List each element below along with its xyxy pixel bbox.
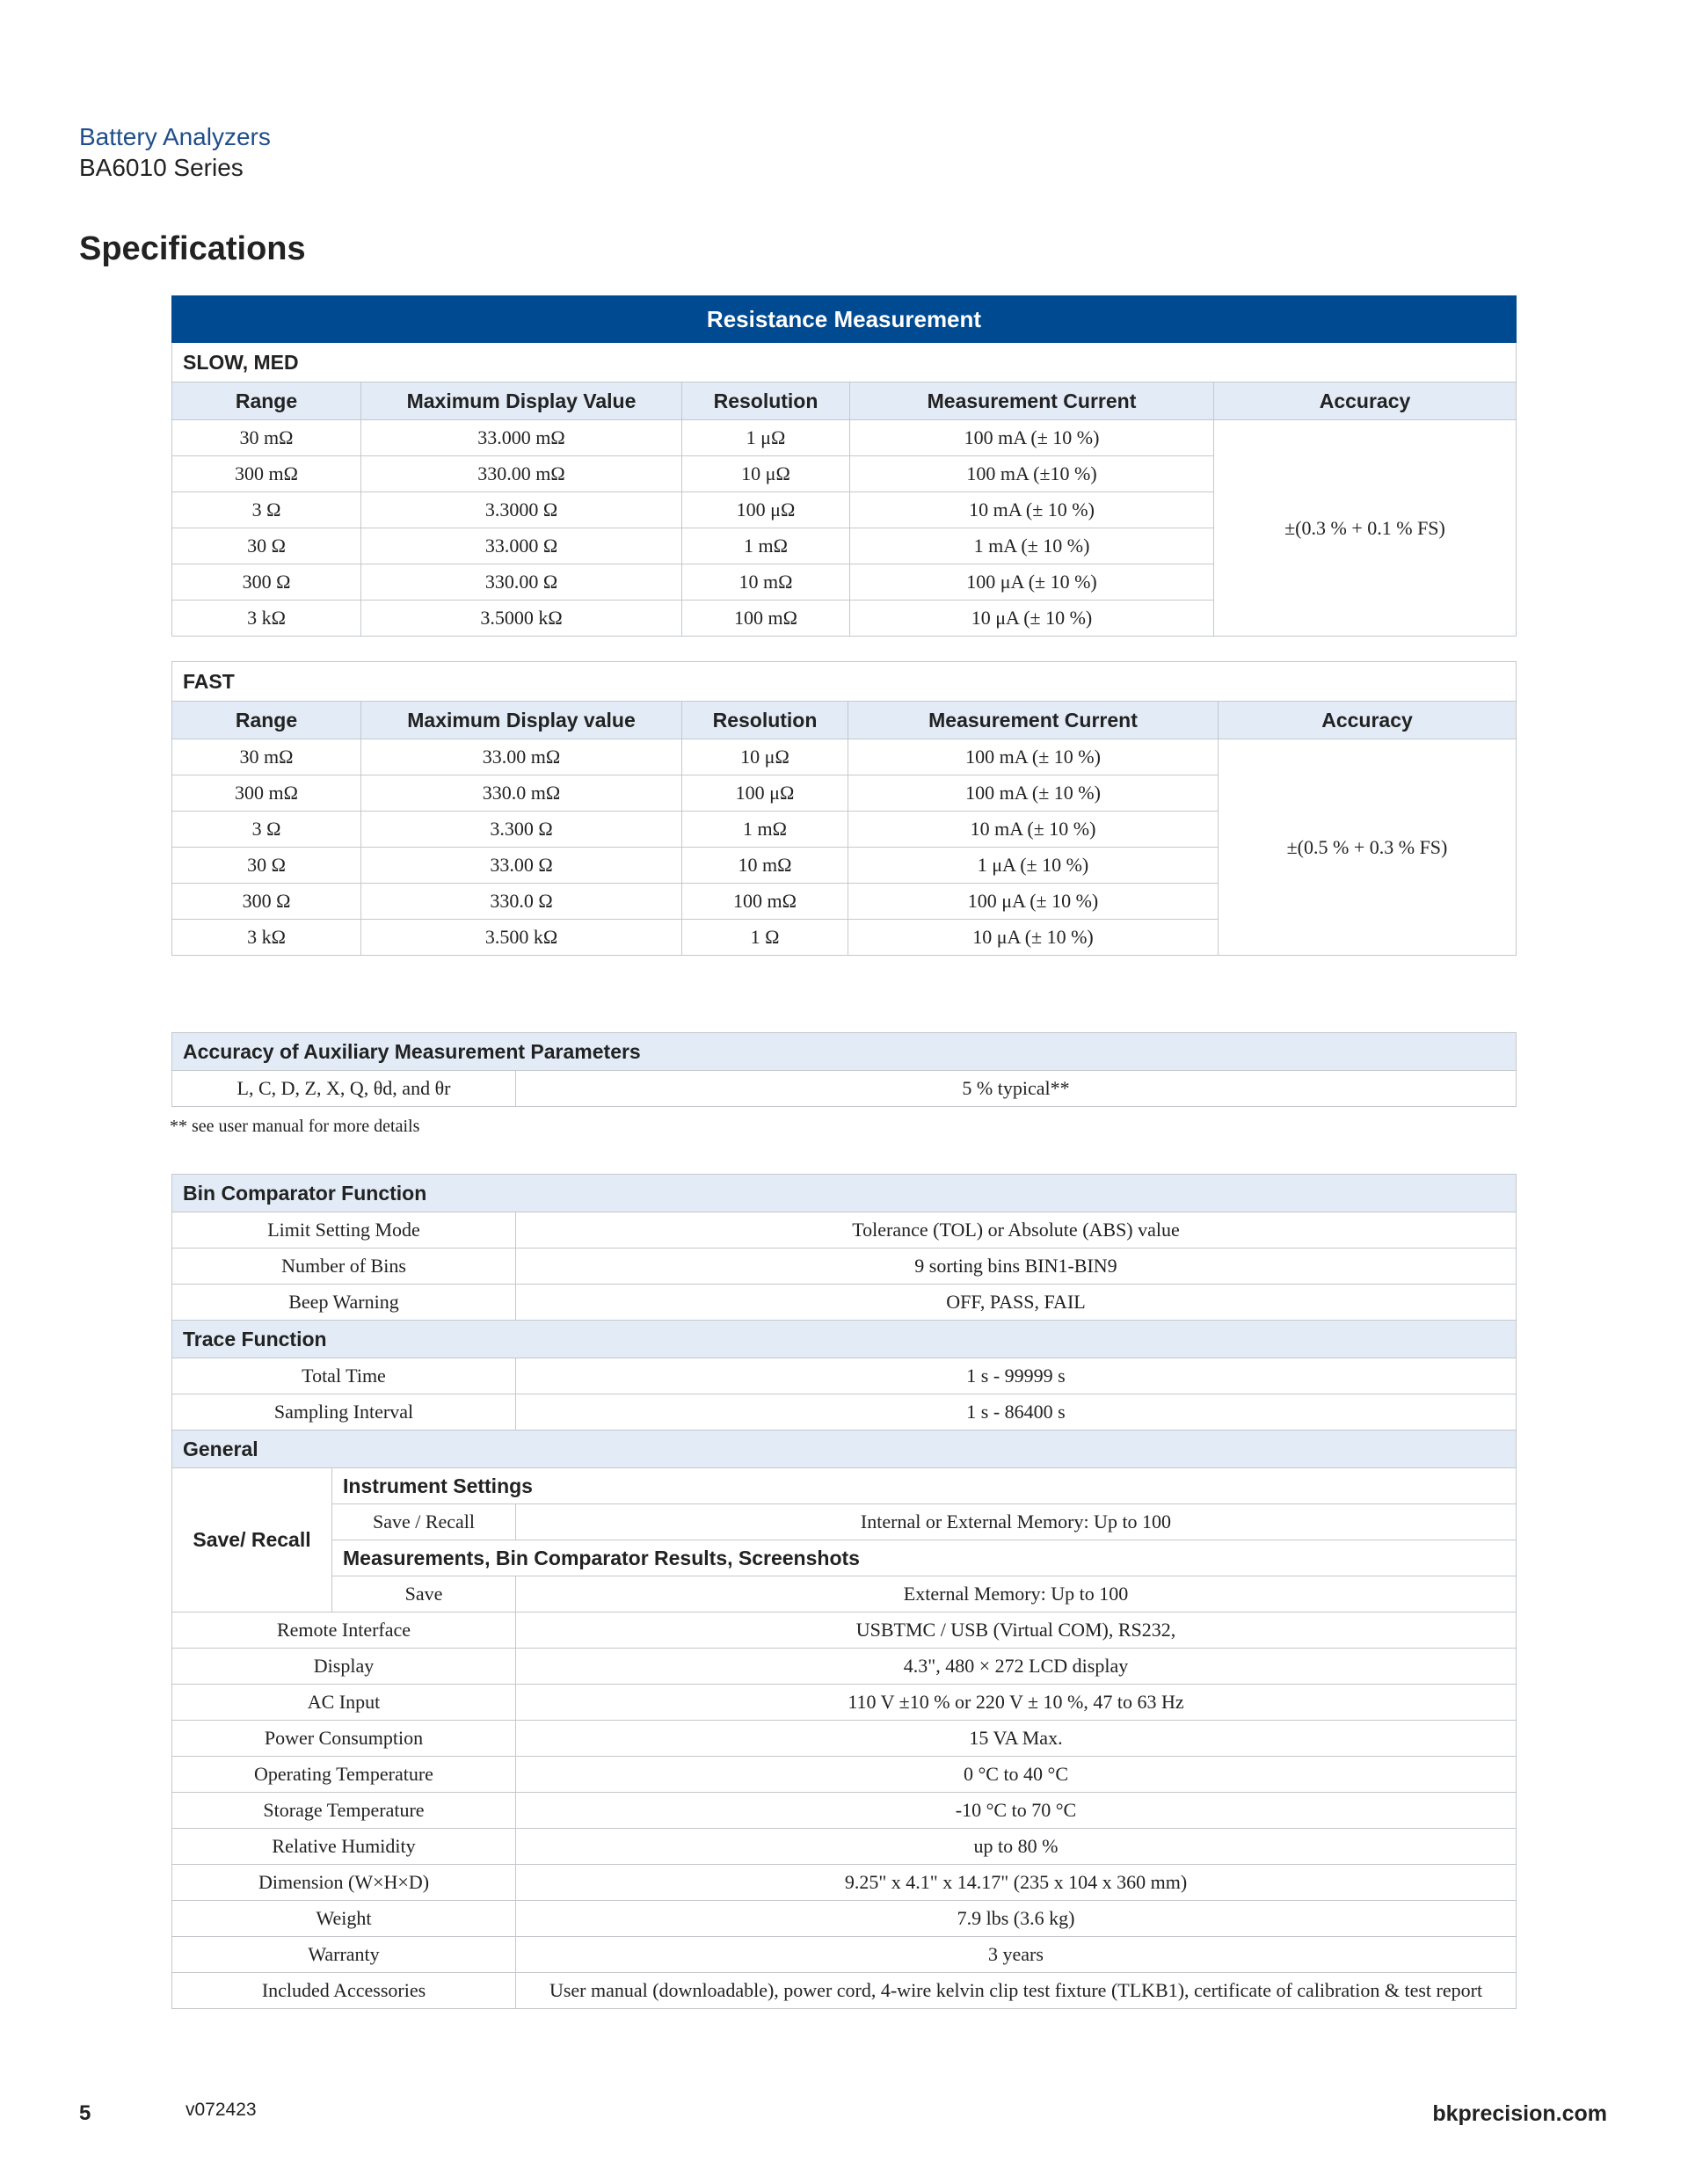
table-cell: 1 μΩ: [682, 420, 850, 456]
version: v072423: [186, 2100, 257, 2120]
product-category: Battery Analyzers: [79, 123, 271, 150]
table-cell: 100 mA (± 10 %): [848, 775, 1219, 812]
table-row: [172, 1973, 1517, 2009]
table-cell: 300 Ω: [172, 884, 361, 920]
spec-value: User manual (downloadable), power cord, 4-wire kelvin clip test fixture (TLKB1), certificate of calibration & test report: [516, 1973, 1517, 2009]
spec-value: 110 V ±10 % or 220 V ± 10 %, 47 to 63 Hz: [516, 1685, 1517, 1721]
table-cell: 100 mA (±10 %): [850, 456, 1214, 492]
table-cell: 1 μA (± 10 %): [848, 848, 1219, 884]
spec-label: Total Time: [172, 1358, 516, 1394]
slow-label: SLOW, MED: [172, 343, 1517, 382]
table-cell: 3 Ω: [172, 492, 361, 528]
page-title: Specifications: [79, 230, 306, 267]
resistance-fast-table: [171, 661, 1517, 956]
column-header: Range: [172, 702, 361, 739]
spec-value: 0 °C to 40 °C: [516, 1757, 1517, 1793]
table-cell: 10 mA (± 10 %): [850, 492, 1214, 528]
spec-value: 1 s - 99999 s: [516, 1358, 1517, 1394]
table-row: [172, 1829, 1517, 1865]
table-cell: 3.3000 Ω: [361, 492, 682, 528]
measurements-title: Measurements, Bin Comparator Results, Screenshots: [332, 1540, 1517, 1576]
spec-label: Storage Temperature: [172, 1793, 516, 1829]
spec-label: Beep Warning: [172, 1285, 516, 1321]
table-cell: 3.300 Ω: [361, 812, 682, 848]
table-cell: 10 μA (± 10 %): [848, 920, 1219, 956]
spec-table: [171, 1174, 1517, 2009]
spec-value: External Memory: Up to 100: [516, 1576, 1517, 1613]
column-header: Accuracy: [1219, 702, 1517, 739]
resistance-slow-table: [171, 295, 1517, 637]
spec-value: USBTMC / USB (Virtual COM), RS232,: [516, 1613, 1517, 1649]
table-row: [172, 739, 1517, 775]
table-cell: 30 Ω: [172, 528, 361, 564]
column-header: Measurement Current: [850, 382, 1214, 420]
table-row: [172, 1212, 1517, 1249]
spec-value: 7.9 lbs (3.6 kg): [516, 1901, 1517, 1937]
table-row: [172, 382, 1517, 420]
resistance-title: Resistance Measurement: [172, 296, 1517, 343]
table-cell: 10 μA (± 10 %): [850, 601, 1214, 637]
table-row: [172, 1649, 1517, 1685]
auxiliary-table: [171, 1032, 1517, 1107]
table-row: [172, 1901, 1517, 1937]
table-row: [172, 1504, 1517, 1540]
spec-value: OFF, PASS, FAIL: [516, 1285, 1517, 1321]
table-row: [172, 1613, 1517, 1649]
table-cell: 10 mΩ: [682, 848, 848, 884]
spec-value: up to 80 %: [516, 1829, 1517, 1865]
table-cell: 3 kΩ: [172, 601, 361, 637]
spec-value: Internal or External Memory: Up to 100: [516, 1504, 1517, 1540]
table-cell: 100 mA (± 10 %): [850, 420, 1214, 456]
column-header: Maximum Display Value: [361, 382, 682, 420]
spec-value: 9.25" x 4.1" x 14.17" (235 x 104 x 360 mm): [516, 1865, 1517, 1901]
table-cell: 33.000 mΩ: [361, 420, 682, 456]
table-cell: 100 μΩ: [682, 492, 850, 528]
table-row: [172, 1865, 1517, 1901]
spec-label: Included Accessories: [172, 1973, 516, 2009]
table-cell: 3 Ω: [172, 812, 361, 848]
table-cell: 3.5000 kΩ: [361, 601, 682, 637]
trace-title: Trace Function: [172, 1321, 1517, 1358]
spec-label: Weight: [172, 1901, 516, 1937]
table-cell: 30 mΩ: [172, 739, 361, 775]
table-cell: 10 mA (± 10 %): [848, 812, 1219, 848]
table-cell: 3 kΩ: [172, 920, 361, 956]
spec-label: Operating Temperature: [172, 1757, 516, 1793]
spec-label: Sampling Interval: [172, 1394, 516, 1431]
table-cell: 33.000 Ω: [361, 528, 682, 564]
column-header: Accuracy: [1214, 382, 1517, 420]
table-row: [172, 1358, 1517, 1394]
spec-label: Warranty: [172, 1937, 516, 1973]
table-cell: 1 mA (± 10 %): [850, 528, 1214, 564]
spec-label: Relative Humidity: [172, 1829, 516, 1865]
table-cell: 1 Ω: [682, 920, 848, 956]
column-header: Resolution: [682, 702, 848, 739]
table-row: [172, 1394, 1517, 1431]
table-row: [172, 1468, 1517, 1504]
spec-value: Tolerance (TOL) or Absolute (ABS) value: [516, 1212, 1517, 1249]
spec-value: 15 VA Max.: [516, 1721, 1517, 1757]
page-number: 5: [79, 2101, 91, 2125]
table-cell: 33.00 mΩ: [361, 739, 682, 775]
table-cell: 100 μA (± 10 %): [850, 564, 1214, 601]
table-row: [172, 1576, 1517, 1613]
table-cell: 10 μΩ: [682, 456, 850, 492]
spec-value: 9 sorting bins BIN1-BIN9: [516, 1249, 1517, 1285]
general-title: General: [172, 1431, 1517, 1468]
column-header: Maximum Display value: [361, 702, 682, 739]
website-link[interactable]: bkprecision.com: [1432, 2101, 1607, 2126]
column-header: Measurement Current: [848, 702, 1219, 739]
table-cell: 100 mΩ: [682, 601, 850, 637]
spec-label: Save / Recall: [332, 1504, 516, 1540]
table-row: [172, 1685, 1517, 1721]
table-cell: 33.00 Ω: [361, 848, 682, 884]
spec-value: 4.3", 480 × 272 LCD display: [516, 1649, 1517, 1685]
table-row: [172, 1321, 1517, 1358]
table-cell: 30 Ω: [172, 848, 361, 884]
table-row: [172, 1793, 1517, 1829]
table-row: [172, 1249, 1517, 1285]
bin-comparator-title: Bin Comparator Function: [172, 1175, 1517, 1212]
auxiliary-value: 5 % typical**: [516, 1071, 1517, 1107]
table-row: [172, 1431, 1517, 1468]
auxiliary-title: Accuracy of Auxiliary Measurement Parameters: [172, 1033, 1517, 1071]
save-recall-label: Save/ Recall: [172, 1468, 332, 1613]
spec-label: AC Input: [172, 1685, 516, 1721]
accuracy-value: ±(0.5 % + 0.3 % FS): [1219, 739, 1517, 956]
table-cell: 330.0 mΩ: [361, 775, 682, 812]
spec-value: 1 s - 86400 s: [516, 1394, 1517, 1431]
table-cell: 330.0 Ω: [361, 884, 682, 920]
spec-label: Save: [332, 1576, 516, 1613]
spec-label: Number of Bins: [172, 1249, 516, 1285]
table-row: [172, 1285, 1517, 1321]
table-row: [172, 1937, 1517, 1973]
spec-label: Display: [172, 1649, 516, 1685]
table-cell: 330.00 mΩ: [361, 456, 682, 492]
instrument-settings-title: Instrument Settings: [332, 1468, 1517, 1504]
spec-label: Dimension (W×H×D): [172, 1865, 516, 1901]
column-header: Resolution: [682, 382, 850, 420]
table-cell: 100 μΩ: [682, 775, 848, 812]
table-cell: 1 mΩ: [682, 812, 848, 848]
table-cell: 300 mΩ: [172, 456, 361, 492]
table-row: [172, 1175, 1517, 1212]
column-header: Range: [172, 382, 361, 420]
table-row: [172, 420, 1517, 456]
table-cell: 30 mΩ: [172, 420, 361, 456]
spec-label: Limit Setting Mode: [172, 1212, 516, 1249]
spec-value: 3 years: [516, 1937, 1517, 1973]
table-row: [172, 702, 1517, 739]
table-cell: 300 Ω: [172, 564, 361, 601]
auxiliary-params: L, C, D, Z, X, Q, θd, and θr: [172, 1071, 516, 1107]
table-row: [172, 1721, 1517, 1757]
table-row: [172, 1540, 1517, 1576]
footnote: ** see user manual for more details: [170, 1117, 420, 1136]
table-cell: 100 mA (± 10 %): [848, 739, 1219, 775]
table-cell: 1 mΩ: [682, 528, 850, 564]
table-cell: 100 mΩ: [682, 884, 848, 920]
product-series: BA6010 Series: [79, 154, 244, 181]
fast-label: FAST: [172, 662, 1517, 702]
table-cell: 10 μΩ: [682, 739, 848, 775]
accuracy-value: ±(0.3 % + 0.1 % FS): [1214, 420, 1517, 637]
table-cell: 100 μA (± 10 %): [848, 884, 1219, 920]
table-cell: 10 mΩ: [682, 564, 850, 601]
spec-label: Remote Interface: [172, 1613, 516, 1649]
table-cell: 3.500 kΩ: [361, 920, 682, 956]
table-cell: 300 mΩ: [172, 775, 361, 812]
table-cell: 330.00 Ω: [361, 564, 682, 601]
table-row: [172, 1757, 1517, 1793]
spec-label: Power Consumption: [172, 1721, 516, 1757]
spec-value: -10 °C to 70 °C: [516, 1793, 1517, 1829]
